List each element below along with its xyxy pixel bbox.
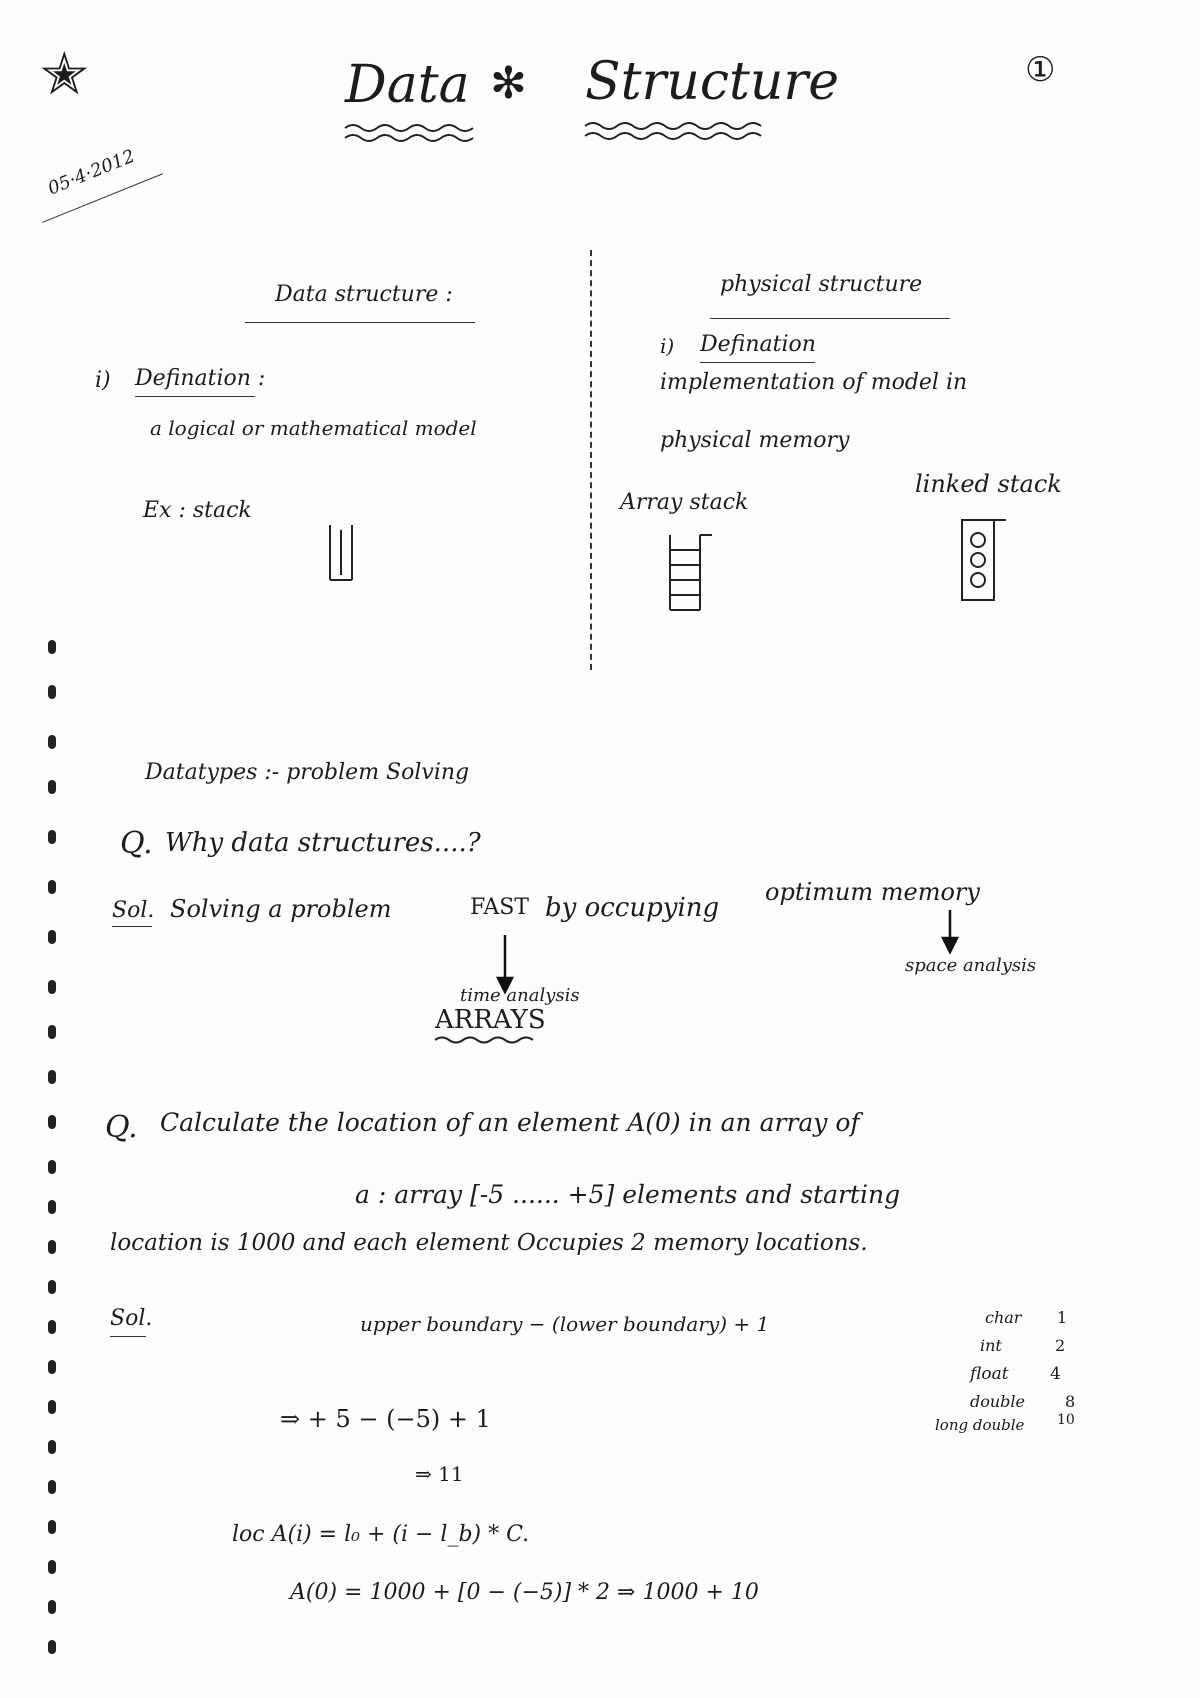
right-definition-label: Defination <box>700 332 816 357</box>
definition-text: a logical or mathematical model <box>150 416 477 440</box>
right-item-marker: i) <box>660 334 675 358</box>
question-marker: Q. <box>120 826 153 861</box>
space-analysis-note: space analysis <box>905 955 1037 976</box>
type-size: 2 <box>1055 1336 1066 1355</box>
title-data: Data <box>345 55 470 115</box>
date: 05·4·2012 <box>45 145 138 200</box>
star-icon: ✭ <box>40 40 89 108</box>
question1-text: Why data structures....? <box>165 828 481 858</box>
stack-drawing <box>330 525 352 580</box>
right-definition-line1: implementation of model in <box>660 370 968 395</box>
question2-marker: Q. <box>105 1110 138 1145</box>
right-definition-line2: physical memory <box>660 428 850 453</box>
solution1-fast: FAST <box>470 895 529 920</box>
linked-stack-drawing <box>962 520 1006 600</box>
question2-line2: a : array [-5 ...... +5] elements and starting <box>355 1180 901 1209</box>
type-name: float <box>970 1364 1009 1384</box>
formula-computation: A(0) = 1000 + [0 − (−5)] * 2 ⇒ 1000 + 10 <box>290 1580 759 1605</box>
type-name: long double <box>935 1416 1025 1434</box>
formula-range: upper boundary − (lower boundary) + 1 <box>360 1312 770 1336</box>
type-name: double <box>970 1392 1026 1411</box>
solution1-optimum-memory: optimum memory <box>765 878 980 906</box>
definition-label: Defination : <box>135 366 266 391</box>
example-label: Ex : stack <box>143 498 252 523</box>
page-number: ① <box>1025 50 1056 90</box>
type-size: 8 <box>1065 1392 1076 1411</box>
solution2-label: Sol. <box>110 1306 153 1331</box>
solution-label: Sol. <box>112 898 155 923</box>
solution2-label-underline <box>110 1336 146 1337</box>
datatypes-line: Datatypes :- problem Solving <box>145 760 470 785</box>
solution1-text-start: Solving a problem <box>170 895 392 923</box>
type-size: 10 <box>1057 1412 1075 1428</box>
formula-location: loc A(i) = l₀ + (i − l_b) * C. <box>232 1522 530 1547</box>
type-size: 4 <box>1050 1364 1061 1384</box>
solution-label-underline <box>112 926 152 927</box>
question2-line1: Calculate the location of an element A(0) in an array of <box>160 1108 860 1137</box>
type-name: int <box>980 1336 1002 1355</box>
solution1-text-middle: by occupying <box>545 893 720 923</box>
question2-line3: location is 1000 and each element Occupies 2 memory locations. <box>110 1230 868 1256</box>
array-stack-drawing <box>670 535 712 610</box>
physical-structure-heading: physical structure <box>720 272 923 297</box>
linked-stack-label: linked stack <box>915 470 1062 498</box>
data-structure-heading: Data structure : <box>275 282 453 307</box>
title-structure: Structure <box>585 52 840 112</box>
array-stack-label: Array stack <box>620 490 749 515</box>
arrays-heading: ARRAYS <box>435 1005 546 1035</box>
item-marker: i) <box>95 368 111 393</box>
down-arrow-icon <box>498 935 512 992</box>
formula-result: ⇒ 11 <box>415 1462 464 1486</box>
title-star-icon: ✻ <box>490 58 527 109</box>
formula-substitution: ⇒ + 5 − (−5) + 1 <box>280 1405 491 1433</box>
type-name: char <box>985 1308 1022 1327</box>
down-arrow-icon <box>943 910 957 952</box>
time-analysis-note: time analysis <box>460 985 580 1006</box>
type-size: 1 <box>1057 1308 1068 1327</box>
